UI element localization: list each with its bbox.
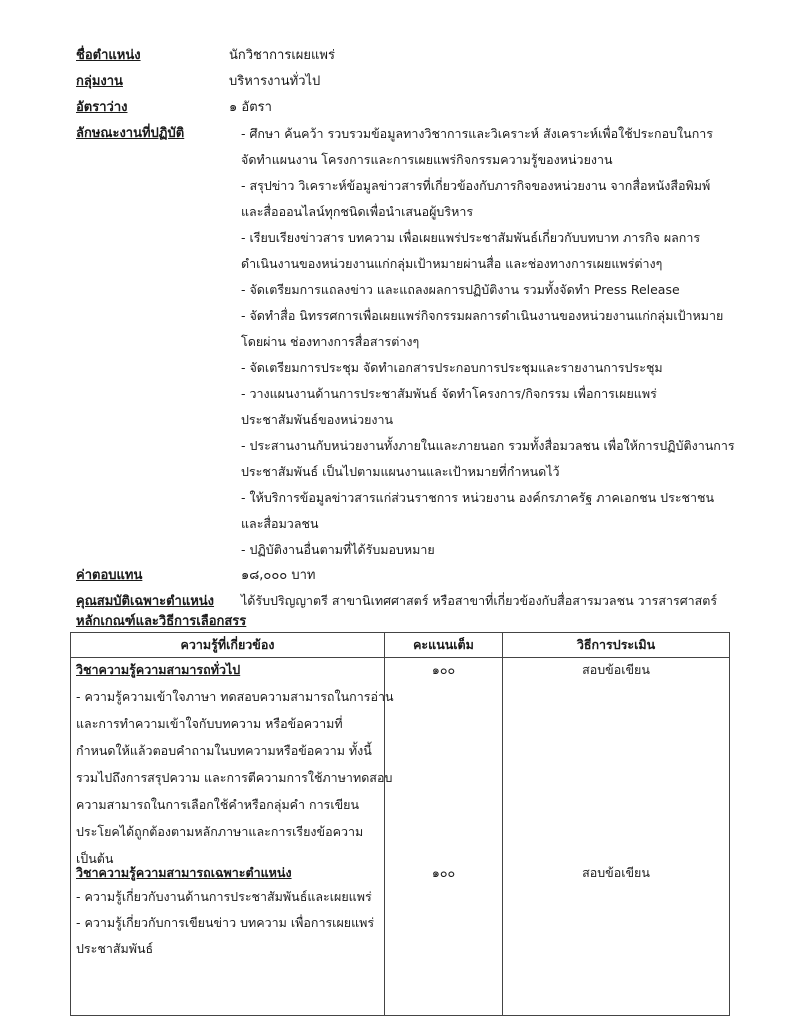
duty-line: - จัดทำสื่อ นิทรรศการเพื่อเผยแพร่กิจกรรมผลการดำเนินงานของหน่วยงานแก่กลุ่มเป้าหมาย <box>241 308 724 323</box>
duty-line: ดำเนินงานของหน่วยงานแก่กลุ่มเป้าหมายผ่านสื่อ และช่องทางการเผยแพร่ต่างๆ <box>241 256 663 271</box>
table-header-divider <box>70 657 730 658</box>
duty-line: - ปฏิบัติงานอื่นตามที่ได้รับมอบหมาย <box>241 542 435 557</box>
row-specific-line: ประชาสัมพันธ์ <box>76 941 154 956</box>
duty-line: - จัดเตรียมการประชุม จัดทำเอกสารประกอบการประชุมและรายงานการประชุม <box>241 360 663 375</box>
duty-line: และสื่อออนไลน์ทุกชนิดเพื่อนำเสนอผู้บริหาร <box>241 204 474 219</box>
qualification-value: ได้รับปริญญาตรี สาขานิเทศศาสตร์ หรือสาขาที่เกี่ยวข้องกับสื่อสารมวลชน วารสารศาสตร์ <box>241 593 718 608</box>
table-col-divider <box>502 632 503 1016</box>
table-header-method: วิธีการประเมิน <box>576 637 656 652</box>
row-general-line: ประโยคได้ถูกต้องตามหลักภาษาและการเรียงข้อความ <box>76 824 364 839</box>
row-general-score: ๑๐๐ <box>431 662 456 677</box>
vacancy-label: อัตราว่าง <box>76 100 128 115</box>
vacancy-value: ๑ อัตรา <box>229 100 272 115</box>
duty-line: โดยผ่าน ช่องทางการสื่อสารต่างๆ <box>241 334 420 349</box>
row-specific-line: - ความรู้เกี่ยวกับงานด้านการประชาสัมพันธ์และเผยแพร่ <box>76 889 372 904</box>
row-general-line: - ความรู้ความเข้าใจภาษา ทดสอบความสามารถในการอ่าน <box>76 689 394 704</box>
duty-line: - เรียบเรียงข่าวสาร บทความ เพื่อเผยแพร่ประชาสัมพันธ์เกี่ยวกับบทบาท ภารกิจ ผลการ <box>241 230 701 245</box>
duty-line: - วางแผนงานด้านการประชาสัมพันธ์ จัดทำโครงการ/กิจกรรม เพื่อการเผยแพร่ <box>241 386 657 401</box>
row-specific-line: - ความรู้เกี่ยวกับการเขียนข่าว บทความ เพื่อการเผยแพร่ <box>76 915 375 930</box>
salary-label: ค่าตอบแทน <box>76 568 143 583</box>
duty-line: ประชาสัมพันธ์ เป็นไปตามแผนงานและเป้าหมายที่กำหนดไว้ <box>241 464 560 479</box>
duty-line: และสื่อมวลชน <box>241 516 319 531</box>
row-specific-method: สอบข้อเขียน <box>582 865 650 880</box>
row-general-title: วิชาความรู้ความสามารถทั่วไป <box>76 662 241 677</box>
table-border-top <box>70 632 730 633</box>
group-value: บริหารงานทั่วไป <box>229 74 321 89</box>
row-general-line: กำหนดให้แล้วตอบคำถามในบทความหรือข้อความ ทั้งนี้ <box>76 743 372 758</box>
duty-line: ประชาสัมพันธ์ของหน่วยงาน <box>241 412 394 427</box>
table-header-knowledge: ความรู้ที่เกี่ยวข้อง <box>180 637 275 652</box>
row-specific-score: ๑๐๐ <box>431 865 456 880</box>
qualification-label: คุณสมบัติเฉพาะตำแหน่ง <box>76 594 215 609</box>
table-header-score: คะแนนเต็ม <box>413 637 474 652</box>
row-general-line: รวมไปถึงการสรุปความ และการตีความการใช้ภาษาทดสอบ <box>76 770 393 785</box>
duty-line: - ศึกษา ค้นคว้า รวบรวมข้อมูลทางวิชาการและวิเคราะห์ สังเคราะห์เพื่อใช้ประกอบในการ <box>241 126 714 141</box>
duty-line: - จัดเตรียมการแถลงข่าว และแถลงผลการปฏิบัติงาน รวมทั้งจัดทำ Press Release <box>241 282 680 297</box>
table-border-left <box>70 632 71 1016</box>
group-label: กลุ่มงาน <box>76 74 123 89</box>
row-general-method: สอบข้อเขียน <box>582 662 650 677</box>
table-border-bottom <box>70 1015 730 1016</box>
duty-line: จัดทำแผนงาน โครงการและการเผยแพร่กิจกรรมความรู้ของหน่วยงาน <box>241 152 613 167</box>
position-value: นักวิชาการเผยแพร่ <box>229 48 335 63</box>
duties-label: ลักษณะงานที่ปฏิบัติ <box>76 126 185 141</box>
row-specific-title: วิชาความรู้ความสามารถเฉพาะตำแหน่ง <box>76 865 292 880</box>
row-general-line: ความสามารถในการเลือกใช้คำหรือกลุ่มคำ การเขียน <box>76 797 360 812</box>
table-border-right <box>729 632 730 1016</box>
row-general-line: และการทำความเข้าใจกับบทความ หรือข้อความที่ <box>76 716 343 731</box>
row-general-line: เป็นต้น <box>76 851 114 866</box>
duty-line: - ประสานงานกับหน่วยงานทั้งภายในและภายนอก รวมทั้งสื่อมวลชน เพื่อให้การปฏิบัติงานการ <box>241 438 735 453</box>
salary-value: ๑๘,๐๐๐ บาท <box>241 568 316 583</box>
position-label: ชื่อตำแหน่ง <box>76 48 141 63</box>
duty-line: - สรุปข่าว วิเคราะห์ข้อมูลข่าวสารที่เกี่ยวข้องกับภารกิจของหน่วยงาน จากสื่อหนังสือพิมพ์ <box>241 178 711 193</box>
duty-line: - ให้บริการข้อมูลข่าวสารแก่ส่วนราชการ หน่วยงาน องค์กรภาครัฐ ภาคเอกชน ประชาชน <box>241 490 715 505</box>
criteria-label: หลักเกณฑ์และวิธีการเลือกสรร <box>76 614 247 629</box>
